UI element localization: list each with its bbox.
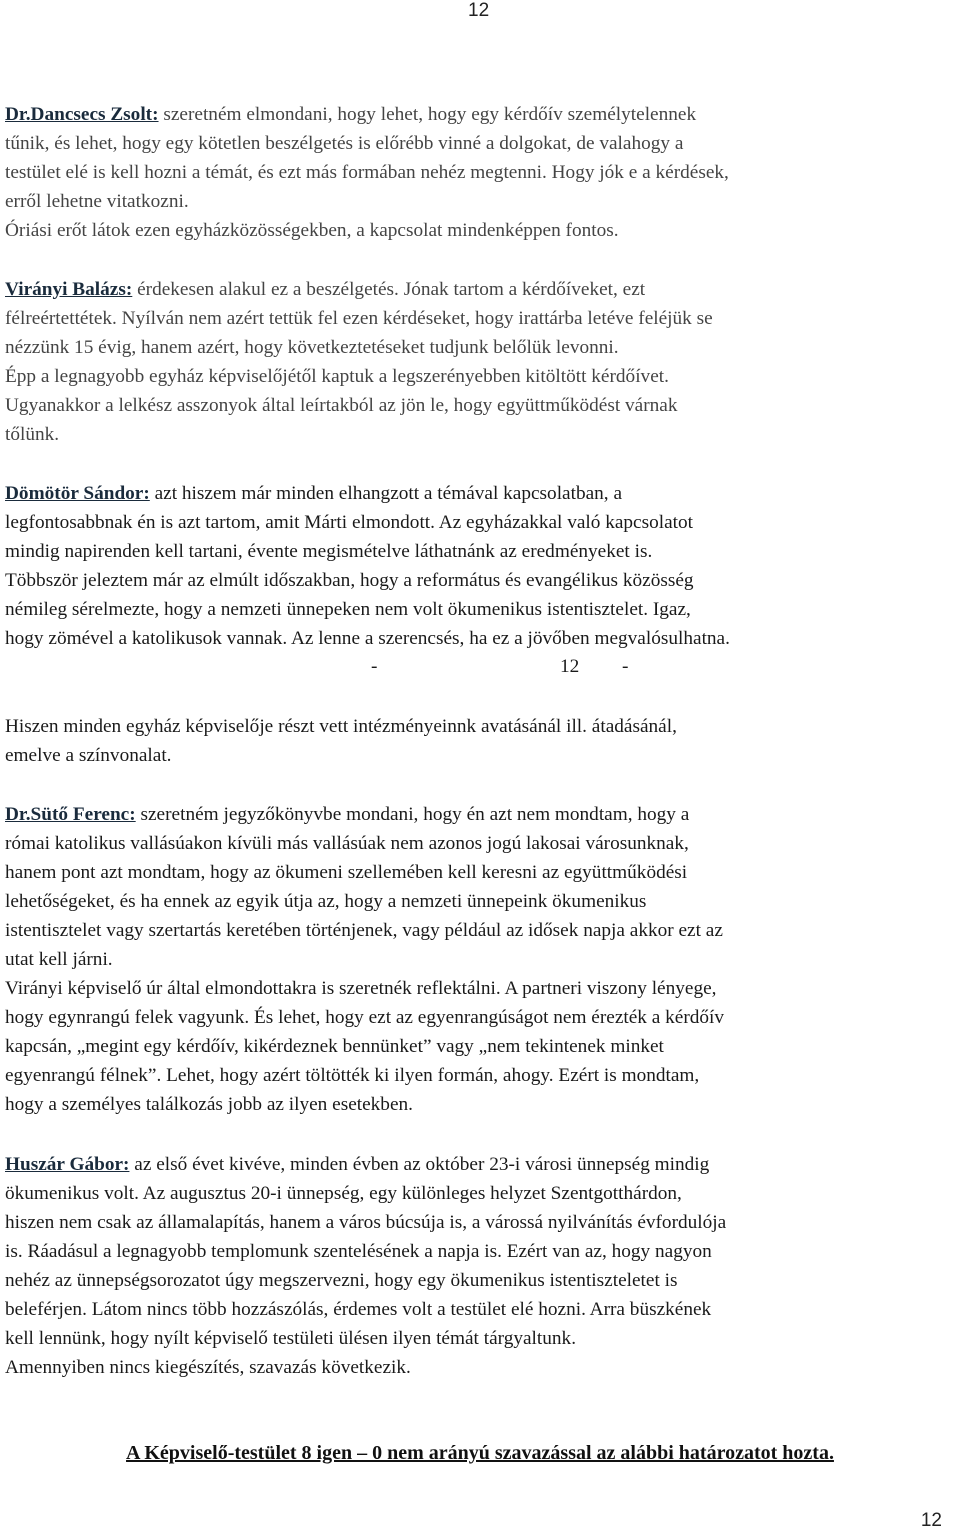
text-line: némileg sérelmezte, hogy a nemzeti ünnepeken nem volt ökumenikus istentisztelet. Igaz, bbox=[5, 599, 691, 620]
speaker-name: Dr.Dancsecs Zsolt: bbox=[5, 104, 159, 125]
text-line: hanem pont azt mondtam, hogy az ökumeni szellemében kell keresni az együttműködési bbox=[5, 862, 688, 883]
marker-dash-left: - bbox=[371, 656, 378, 677]
page-number-bottom: 12 bbox=[920, 1510, 942, 1531]
text-line: szeretném jegyzőkönyvbe mondani, hogy én azt nem mondtam, hogy a bbox=[135, 804, 690, 825]
text-line: tűnik, és lehet, hogy egy kötetlen beszélgetés is előrébb vinné a dolgokat, de valahogy a bbox=[5, 133, 684, 154]
speaker-name: Virányi Balázs: bbox=[5, 279, 133, 300]
text-line: nehéz az ünnepségsorozatot úgy megszervezni, hogy egy ökumenikus istentiszteletet is bbox=[5, 1270, 678, 1291]
paragraph-viranyi bbox=[5, 275, 950, 449]
text-line: mindig napirenden kell tartani, évente megismételve láthatnánk az eredményeket is. bbox=[5, 541, 653, 562]
text-line: hiszen nem csak az államalapítás, hanem a város búcsúja is, a várossá nyilvánítás évfordulója bbox=[5, 1212, 727, 1233]
text-line: hogy a személyes találkozás jobb az ilyen esetekben. bbox=[5, 1094, 413, 1115]
text-line: Amennyiben nincs kiegészítés, szavazás következik. bbox=[5, 1357, 411, 1378]
marker-dash-right: - bbox=[622, 656, 629, 677]
text-line: utat kell járni. bbox=[5, 949, 113, 970]
text-line: hogy egynrangú felek vagyunk. És lehet, hogy ezt az egyenrangúságot nem érezték a kérdőív bbox=[5, 1007, 725, 1028]
text-line: azt hiszem már minden elhangzott a témával kapcsolatban, a bbox=[149, 483, 622, 504]
text-line: kapcsán, „megint egy kérdőív, kikérdeznek bennünket” vagy „nem tekintenek minket bbox=[5, 1036, 664, 1057]
text-line: kell lennünk, hogy nyílt képviselő testületi ülésen ilyen témát tárgyaltunk. bbox=[5, 1328, 577, 1349]
text-line: Óriási erőt látok ezen egyházközösségekben, a kapcsolat mindenképpen fontos. bbox=[5, 220, 619, 241]
paragraph-huszar bbox=[5, 1150, 950, 1382]
page-number-top: 12 bbox=[468, 0, 490, 21]
text-line: istentisztelet vagy szertartás keretében történjenek, vagy például az idősek napja akkor ezt az bbox=[5, 920, 723, 941]
speaker-name: Dömötör Sándor: bbox=[5, 483, 150, 504]
paragraph-domotor bbox=[5, 479, 950, 653]
text-line: nézzünk 15 évig, hanem azért, hogy következtetéseket tudjunk belőlük levonni. bbox=[5, 337, 619, 358]
text-line: szeretném elmondani, hogy lehet, hogy egy kérdőív személytelennek bbox=[158, 104, 697, 125]
text-line: római katolikus vallásúakon kívüli más vallásúak nem azonos jogú lakosai városunknak, bbox=[5, 833, 689, 854]
text-line: is. Ráadásul a legnagyobb templomunk szentelésének a napja is. Ezért van az, hogy nagyon bbox=[5, 1241, 712, 1262]
marker-number: 12 bbox=[560, 656, 580, 677]
text-line: érdekesen alakul ez a beszélgetés. Jónak tartom a kérdőíveket, ezt bbox=[132, 279, 646, 300]
text-line: erről lehetne vitatkozni. bbox=[5, 191, 189, 212]
text-line: Épp a legnagyobb egyház képviselőjétől kaptuk a legszerényebben kitöltött kérdőívet. bbox=[5, 366, 669, 387]
text-line: hogy zömével a katolikusok vannak. Az lenne a szerencsés, ha ez a jövőben megvalósulhatna. bbox=[5, 628, 730, 649]
text-line: lehetőségeket, és ha ennek az egyik útja az, hogy a nemzeti ünnepeink ökumenikus bbox=[5, 891, 647, 912]
text-line: az első évet kivéve, minden évben az október 23-i városi ünnepség mindig bbox=[129, 1154, 710, 1175]
text-line: Ugyanakkor a lelkész asszonyok által leírtakból az jön le, hogy együttműködést várnak bbox=[5, 395, 678, 416]
text-line: félreértettétek. Nyílván nem azért tettük fel ezen kérdéseket, hogy irattárba letéve feléjük se bbox=[5, 308, 713, 329]
text-line: ökumenikus volt. Az augusztus 20-i ünnepség, egy különleges helyzet Szentgotthárdon, bbox=[5, 1183, 682, 1204]
text-line: egyenrangú félnek”. Lehet, hogy azért töltötték ki ilyen formán, ahogy. Ezért is mondtam, bbox=[5, 1065, 700, 1086]
paragraph-continuation bbox=[5, 712, 950, 770]
text-line: testület elé is kell hozni a témát, és ezt más formában nehéz megtenni. Hogy jók e a kérdések, bbox=[5, 162, 729, 183]
text-line: Többször jeleztem már az elmúlt időszakban, hogy a református és evangélikus közösség bbox=[5, 570, 694, 591]
text-line: beleférjen. Látom nincs több hozzászólás, érdemes volt a testület elé hozni. Arra büszkének bbox=[5, 1299, 712, 1320]
speaker-name: Huszár Gábor: bbox=[5, 1154, 130, 1175]
paragraph-dancsecs bbox=[5, 100, 950, 245]
text-line: legfontosabbnak én is azt tartom, amit Márti elmondott. Az egyházakkal való kapcsolatot bbox=[5, 512, 694, 533]
text-line: emelve a színvonalat. bbox=[5, 745, 172, 766]
paragraph-suto bbox=[5, 800, 950, 1119]
speaker-name: Dr.Sütő Ferenc: bbox=[5, 804, 136, 825]
resolution-heading: A Képviselő-testület 8 igen – 0 nem arányú szavazással az alábbi határozatot hozta. bbox=[126, 1442, 834, 1464]
text-line: tőlünk. bbox=[5, 424, 60, 445]
text-line: Hiszen minden egyház képviselője részt vett intézményeinnk avatásánál ill. átadásánál, bbox=[5, 716, 677, 737]
text-line: Virányi képviselő úr által elmondottakra is szeretnék reflektálni. A partneri viszony lényege, bbox=[5, 978, 717, 999]
